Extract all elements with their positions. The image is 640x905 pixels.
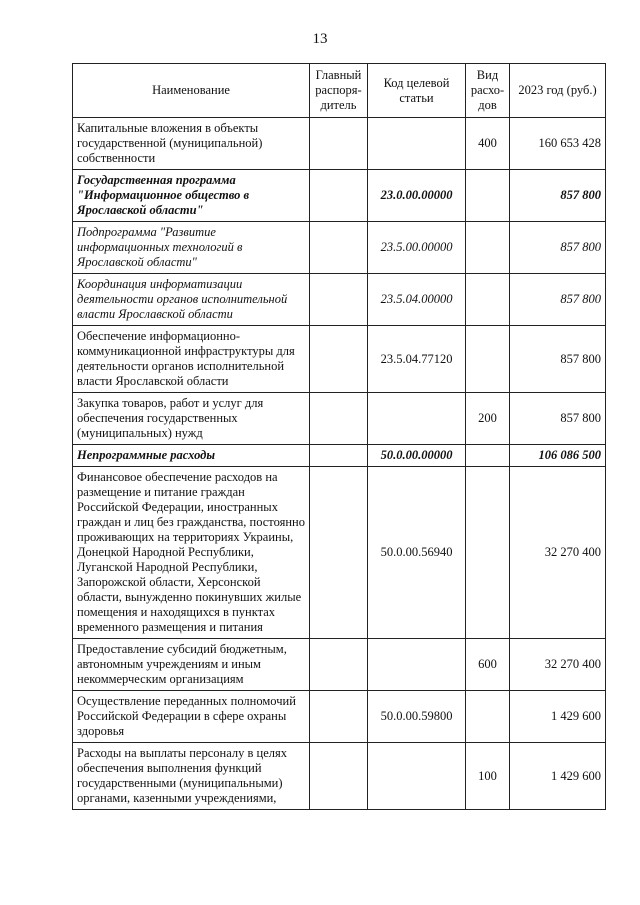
row-name-cell: Финансовое обеспечение расходов на размещение и питание граждан Российской Федерации, иностранных граждан и лиц без гражданства, постоянно проживающих на территориях Украины, Донецкой Народной Республики, Луганской Народной Республики, Запорожской области, Херсонской области, вынужденно покинувших жилые помещения и находящихся в пунктах временного размещения и питания: [73, 467, 310, 639]
row-expense-type-cell: [466, 445, 510, 467]
row-main-manager-cell: [310, 639, 368, 691]
row-main-manager-cell: [310, 467, 368, 639]
row-code-cell: 50.0.00.56940: [368, 467, 466, 639]
row-name-cell: Капитальные вложения в объекты государственной (муниципальной) собственности: [73, 118, 310, 170]
row-code-cell: [368, 118, 466, 170]
table-row: [73, 274, 606, 326]
table-row: [73, 170, 606, 222]
table-row: [73, 118, 606, 170]
row-code-cell: 23.0.00.00000: [368, 170, 466, 222]
row-code-cell: [368, 743, 466, 810]
header-name: Наименование: [73, 64, 310, 118]
row-expense-type-cell: 100: [466, 743, 510, 810]
table-header-row: [73, 64, 606, 118]
row-amount-cell: 857 800: [510, 170, 606, 222]
row-name-cell: Закупка товаров, работ и услуг для обеспечения государственных (муниципальных) нужд: [73, 393, 310, 445]
row-expense-type-cell: 600: [466, 639, 510, 691]
row-main-manager-cell: [310, 691, 368, 743]
table-row: [73, 639, 606, 691]
row-main-manager-cell: [310, 118, 368, 170]
table-row: [73, 445, 606, 467]
row-name-cell: Координация информатизации деятельности органов исполнительной власти Ярославской области: [73, 274, 310, 326]
row-main-manager-cell: [310, 170, 368, 222]
row-main-manager-cell: [310, 222, 368, 274]
row-amount-cell: 160 653 428: [510, 118, 606, 170]
budget-table: [72, 63, 606, 810]
row-code-cell: 23.5.04.77120: [368, 326, 466, 393]
row-name-cell: Непрограммные расходы: [73, 445, 310, 467]
header-main-manager: Главный распоря-дитель: [310, 64, 368, 118]
row-expense-type-cell: [466, 170, 510, 222]
row-name-cell: Государственная программа "Информационное общество в Ярославской области": [73, 170, 310, 222]
table-row: [73, 467, 606, 639]
row-main-manager-cell: [310, 326, 368, 393]
row-code-cell: [368, 393, 466, 445]
table-row: [73, 743, 606, 810]
row-expense-type-cell: [466, 326, 510, 393]
page-number: 13: [312, 31, 328, 47]
table-row: [73, 691, 606, 743]
row-name-cell: Осуществление переданных полномочий Российской Федерации в сфере охраны здоровья: [73, 691, 310, 743]
row-code-cell: 50.0.00.59800: [368, 691, 466, 743]
table-row: [73, 326, 606, 393]
row-amount-cell: 106 086 500: [510, 445, 606, 467]
row-main-manager-cell: [310, 743, 368, 810]
row-code-cell: 23.5.04.00000: [368, 274, 466, 326]
table-row: [73, 393, 606, 445]
row-name-cell: Расходы на выплаты персоналу в целях обеспечения выполнения функций государственными (муниципальными) органами, казенными учреждениями,: [73, 743, 310, 810]
table-row: [73, 222, 606, 274]
row-expense-type-cell: [466, 467, 510, 639]
row-code-cell: 50.0.00.00000: [368, 445, 466, 467]
row-expense-type-cell: [466, 274, 510, 326]
row-code-cell: 23.5.00.00000: [368, 222, 466, 274]
row-amount-cell: 857 800: [510, 274, 606, 326]
row-main-manager-cell: [310, 393, 368, 445]
row-expense-type-cell: 200: [466, 393, 510, 445]
row-amount-cell: 857 800: [510, 326, 606, 393]
row-amount-cell: 1 429 600: [510, 743, 606, 810]
header-amount: 2023 год (руб.): [510, 64, 606, 118]
row-main-manager-cell: [310, 445, 368, 467]
row-main-manager-cell: [310, 274, 368, 326]
row-name-cell: Подпрограмма "Развитие информационных технологий в Ярославской области": [73, 222, 310, 274]
row-expense-type-cell: [466, 691, 510, 743]
row-amount-cell: 32 270 400: [510, 639, 606, 691]
row-name-cell: Предоставление субсидий бюджетным, автономным учреждениям и иным некоммерческим организациям: [73, 639, 310, 691]
row-code-cell: [368, 639, 466, 691]
header-code: Код целевой статьи: [368, 64, 466, 118]
row-amount-cell: 857 800: [510, 393, 606, 445]
row-amount-cell: 1 429 600: [510, 691, 606, 743]
row-amount-cell: 857 800: [510, 222, 606, 274]
row-expense-type-cell: [466, 222, 510, 274]
row-name-cell: Обеспечение информационно-коммуникационной инфраструктуры для деятельности органов исполнительной власти Ярославской области: [73, 326, 310, 393]
row-expense-type-cell: 400: [466, 118, 510, 170]
header-expense-type: Вид расхо-дов: [466, 64, 510, 118]
row-amount-cell: 32 270 400: [510, 467, 606, 639]
